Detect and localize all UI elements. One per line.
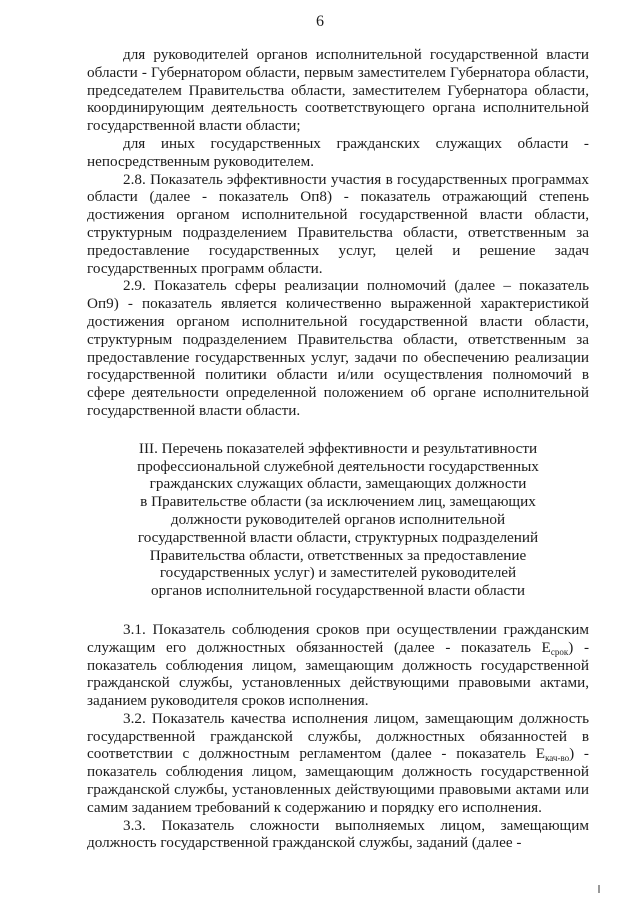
page-number: 6	[316, 13, 324, 30]
paragraph-2-9: 2.9. Показатель сферы реализации полномочий (далее – показатель Оп9) - показатель является количественно выраженной характеристикой достижения органом исполнительной государственной власти области, структурным подразделением Правительства области, ответственным за предоставление государственных услуг, задачи по обеспечению реализации государственной политики области и/или осуществления полномочий в сфере деятельности определенной положением об органе исполнительной государственной власти области.	[87, 277, 589, 419]
heading-line: гражданских служащих области, замещающих должности	[149, 475, 527, 493]
paragraph-3-3: 3.3. Показатель сложности выполняемых лицом, замещающим должность государственной гражданской службы, заданий (далее -	[87, 816, 589, 852]
paragraph-other-servants: для иных государственных гражданских служащих области - непосредственным руководителем.	[87, 134, 589, 170]
paragraph-3-1	[87, 621, 589, 710]
paragraph-2-8: 2.8. Показатель эффективности участия в государственных программах области (далее - показатель Оп8) - показатель отражающий степень достижения органом исполнительной государственной власти области, структурным подразделением Правительства области, ответственным за предоставление государственных услуг, целей и решение задач государственных программ области.	[87, 170, 589, 277]
heading-line: профессиональной служебной деятельности государственных	[137, 457, 539, 475]
p31-text-end: ) - показатель соблюдения лицом, замещающим должность государственной гражданской службы, установленных действующими правовыми актами, заданием руководителя сроков исполнения.	[87, 638, 589, 710]
heading-line: III. Перечень показателей эффективности и результативности	[138, 439, 538, 457]
p31-subscript: срок	[550, 646, 569, 657]
heading-line: органов исполнительной государственной власти области	[151, 582, 525, 600]
paragraph-3-2	[87, 710, 589, 817]
p32-text-start: 3.2. Показатель качества исполнения лицом, замещающим должность государственной гражданской службы, должностных обязанностей в соответствии с должностным регламентом (далее - показатель E	[87, 709, 589, 763]
section-heading	[87, 440, 589, 600]
heading-line: в Правительстве области (за исключением лиц, замещающих	[140, 493, 536, 511]
p32-subscript: кач-во	[545, 753, 570, 764]
p32-text-end: ) - показатель соблюдения лицом, замещающим должность государственной гражданской службы, установленных действующими правовыми актами или самим заданием требований к содержанию и порядку его исполнения.	[87, 745, 589, 816]
p31-text-start: 3.1. Показатель соблюдения сроков при осуществлении гражданским служащим его должностных обязанностей (далее - показатель E	[87, 620, 589, 656]
heading-line: Правительства области, ответственных за предоставление	[149, 546, 527, 564]
paragraph-leaders: для руководителей органов исполнительной государственной власти области - Губернатором области, первым заместителем Губернатора области, председателем Правительства области, заместителем Губернатора области, координирующим деятельность соответствующего органа исполнительной государственной власти области;	[87, 46, 589, 135]
heading-line: государственных услуг) и заместителей руководителей	[159, 564, 517, 582]
heading-line: государственной власти области, структурных подразделений	[137, 528, 539, 546]
scan-mark	[598, 885, 600, 893]
heading-line: должности руководителей органов исполнительной	[170, 510, 506, 528]
document-body	[87, 46, 589, 852]
